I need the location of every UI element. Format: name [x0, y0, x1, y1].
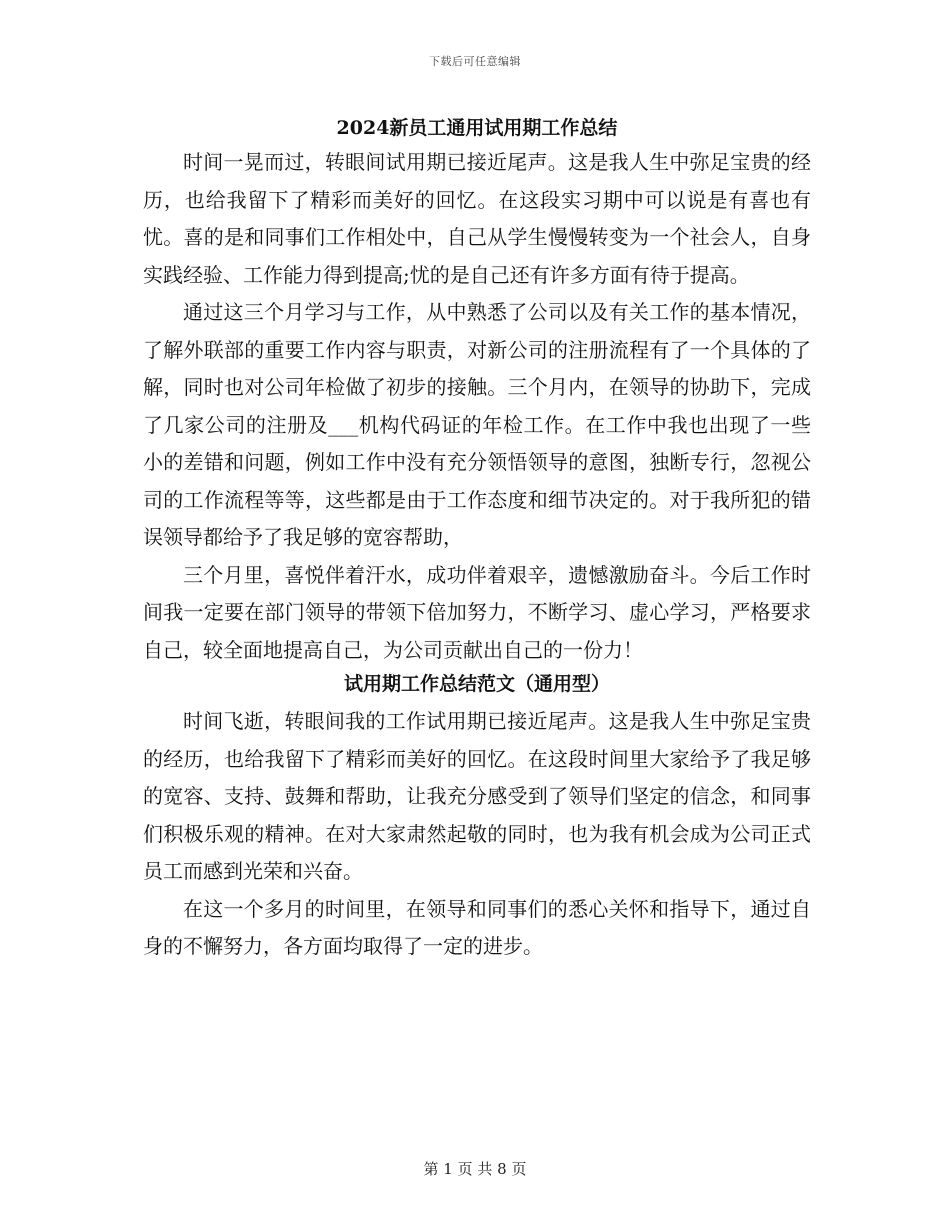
paragraph: 三个月里，喜悦伴着汗水，成功伴着艰辛，遗憾激励奋斗。今后工作时间我一定要在部门领导的带领下倍加努力，不断学习、虚心学习，严格要求自己，较全面地提高自己，为公司贡献出自己的一份力！ — [143, 562, 811, 662]
paragraph: 通过这三个月学习与工作，从中熟悉了公司以及有关工作的基本情况，了解外联部的重要工作内容与职责，对新公司的注册流程有了一个具体的了解，同时也对公司年检做了初步的接触。三个月内，在领导的协助下，完成了几家公司的注册及___机构代码证的年检工作。在工作中我也出现了一些小的差错和问题，例如工作中没有充分领悟领导的意图，独断专行，忽视公司的工作流程等等，这些都是由于工作态度和细节决定的。对于我所犯的错误领导都给予了我足够的宽容帮助， — [143, 300, 811, 549]
paragraph: 在这一个多月的时间里，在领导和同事们的悉心关怀和指导下，通过自身的不懈努力，各方面均取得了一定的进步。 — [143, 896, 811, 958]
section-title-1: 2024新员工通用试用期工作总结 — [336, 117, 618, 139]
section-title-2: 试用期工作总结范文（通用型） — [343, 673, 610, 695]
paragraph: 时间飞逝，转眼间我的工作试用期已接近尾声。这是我人生中弥足宝贵的经历，也给我留下了精彩而美好的回忆。在这段时间里大家给予了我足够的宽容、支持、鼓舞和帮助，让我充分感受到了领导们坚定的信念，和同事们积极乐观的精神。在对大家肃然起敬的同时，也为我有机会成为公司正式员工而感到光荣和兴奋。 — [143, 709, 811, 883]
header-note: 下载后可任意编辑 — [429, 55, 521, 68]
page-footer: 第 1 页 共 8 页 — [423, 1160, 527, 1178]
document-body — [143, 112, 811, 966]
paragraph: 时间一晃而过，转眼间试用期已接近尾声。这是我人生中弥足宝贵的经历，也给我留下了精彩而美好的回忆。在这段实习期中可以说是有喜也有忧。喜的是和同事们工作相处中，自己从学生慢慢转变为一个社会人，自身实践经验、工作能力得到提高;忧的是自己还有许多方面有待于提高。 — [143, 150, 811, 287]
